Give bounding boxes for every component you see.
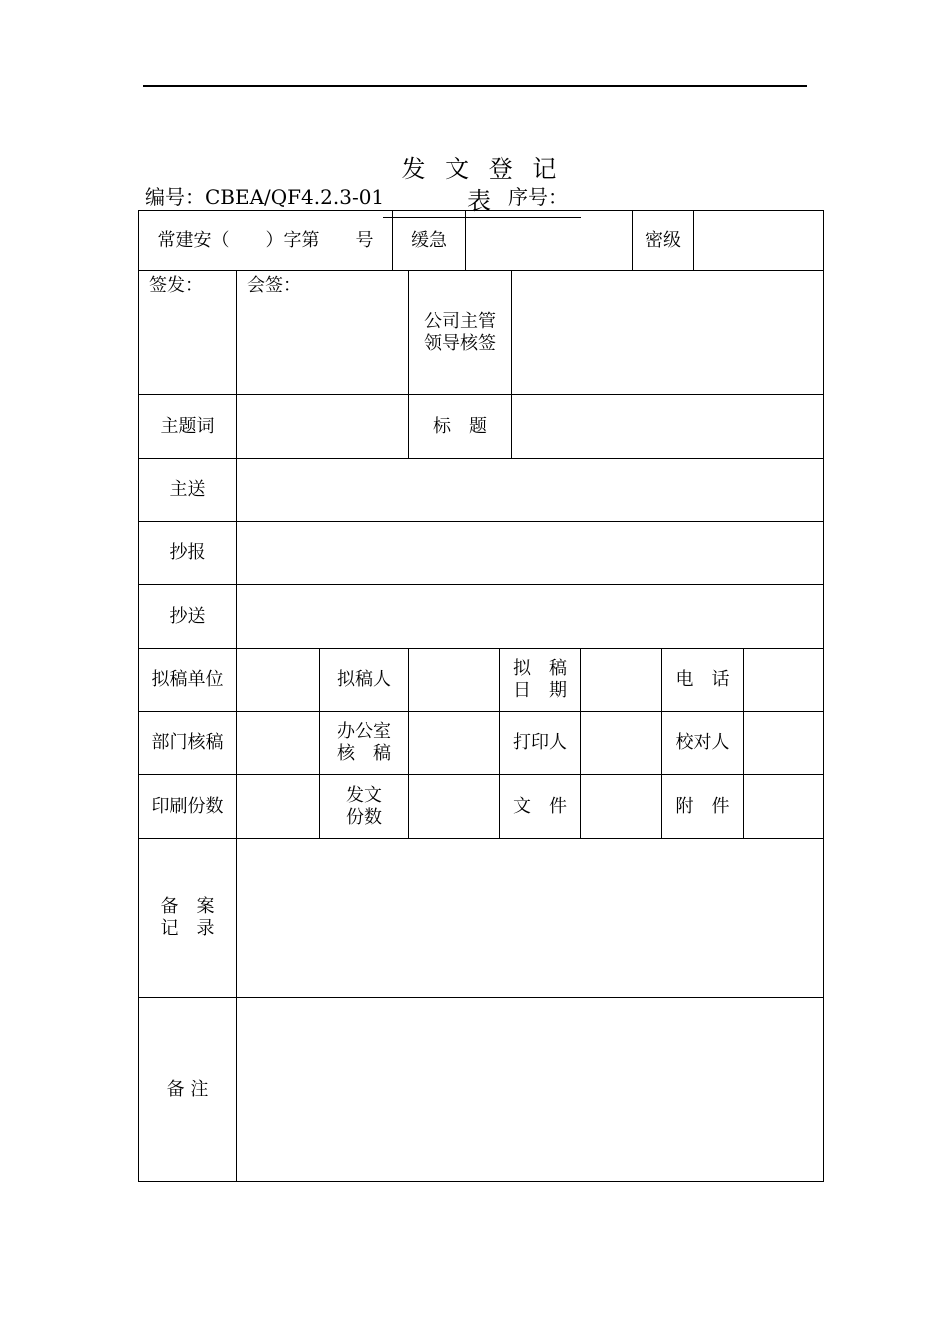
typist-field[interactable] (580, 711, 661, 774)
drafter-field[interactable] (408, 648, 499, 711)
keyword-field[interactable] (236, 394, 408, 458)
drafter-label: 拟稿人 (319, 648, 408, 711)
print-copies-field[interactable] (236, 774, 319, 838)
attachment-field[interactable] (743, 774, 824, 838)
issued-copies-label-line2: 份数 (346, 806, 382, 828)
secrecy-field[interactable] (693, 210, 824, 270)
dept-review-label: 部门核稿 (138, 711, 236, 774)
document-field[interactable] (580, 774, 661, 838)
grid-row-drafting (138, 648, 824, 711)
issued-copies-label-line1: 发文 (346, 784, 382, 806)
serial-number: 序号： (508, 185, 568, 209)
leader-approval-label (408, 270, 511, 394)
copy-to-label: 抄送 (138, 584, 236, 648)
row-keywords (138, 394, 824, 458)
office-review-field[interactable] (408, 711, 499, 774)
urgency-label: 缓急 (392, 210, 465, 270)
issued-copies-label (319, 774, 408, 838)
document-label: 文 件 (499, 774, 580, 838)
row-remarks (138, 997, 824, 1181)
title-field[interactable] (511, 394, 824, 458)
leader-label-line1: 公司主管 (424, 310, 496, 332)
phone-label: 电 话 (661, 648, 743, 711)
archive-label-line1: 备 案 (160, 896, 215, 917)
doc-number: 编号：CBEA/QF4.2.3-01 (145, 185, 385, 209)
countersign-label: 会签： (247, 275, 301, 296)
main-recipient-label: 主送 (138, 458, 236, 521)
keyword-label: 主题词 (138, 394, 236, 458)
phone-field[interactable] (743, 648, 824, 711)
row-main-recipient (138, 458, 824, 521)
archive-field[interactable] (236, 838, 824, 997)
draft-date-label-line2: 日 期 (513, 680, 567, 701)
proofreader-label: 校对人 (661, 711, 743, 774)
reference-number-label: 常建安（ ）字第 号 (138, 210, 392, 270)
issuer-sign-label: 签发： (149, 275, 203, 296)
archive-label-line2: 记 录 (160, 918, 215, 939)
remarks-field[interactable] (236, 997, 824, 1181)
row-reference (138, 210, 824, 270)
draft-date-label (499, 648, 580, 711)
issued-copies-field[interactable] (408, 774, 499, 838)
countersign-field[interactable] (236, 270, 408, 394)
draft-date-field[interactable] (580, 648, 661, 711)
print-copies-label: 印刷份数 (138, 774, 236, 838)
issuer-sign-field[interactable] (138, 270, 236, 394)
remarks-label: 备 注 (138, 997, 236, 1181)
grid-row-printing (138, 774, 824, 838)
drafting-unit-field[interactable] (236, 648, 319, 711)
form-title: 发 文 登 记 表 (383, 153, 581, 218)
row-report-to (138, 521, 824, 584)
grid-row-review (138, 711, 824, 774)
dept-review-field[interactable] (236, 711, 319, 774)
drafting-unit-label: 拟稿单位 (138, 648, 236, 711)
title-label: 标 题 (408, 394, 511, 458)
leader-approval-field[interactable] (511, 270, 824, 394)
office-review-label-line1: 办公室 (337, 721, 391, 742)
copy-to-field[interactable] (236, 584, 824, 648)
archive-label (138, 838, 236, 997)
attachment-label: 附 件 (661, 774, 743, 838)
header-rule (143, 85, 807, 87)
leader-label-line2: 领导核签 (424, 332, 496, 354)
row-signatures (138, 270, 824, 394)
urgency-field[interactable] (465, 210, 632, 270)
office-review-label-line2: 核 稿 (337, 743, 391, 764)
row-copy-to (138, 584, 824, 648)
draft-date-label-line1: 拟 稿 (513, 658, 567, 679)
report-to-field[interactable] (236, 521, 824, 584)
secrecy-label: 密级 (632, 210, 693, 270)
proofreader-field[interactable] (743, 711, 824, 774)
table-bottom-border (138, 1181, 824, 1182)
report-to-label: 抄报 (138, 521, 236, 584)
office-review-label (319, 711, 408, 774)
main-recipient-field[interactable] (236, 458, 824, 521)
row-archive (138, 838, 824, 997)
typist-label: 打印人 (499, 711, 580, 774)
